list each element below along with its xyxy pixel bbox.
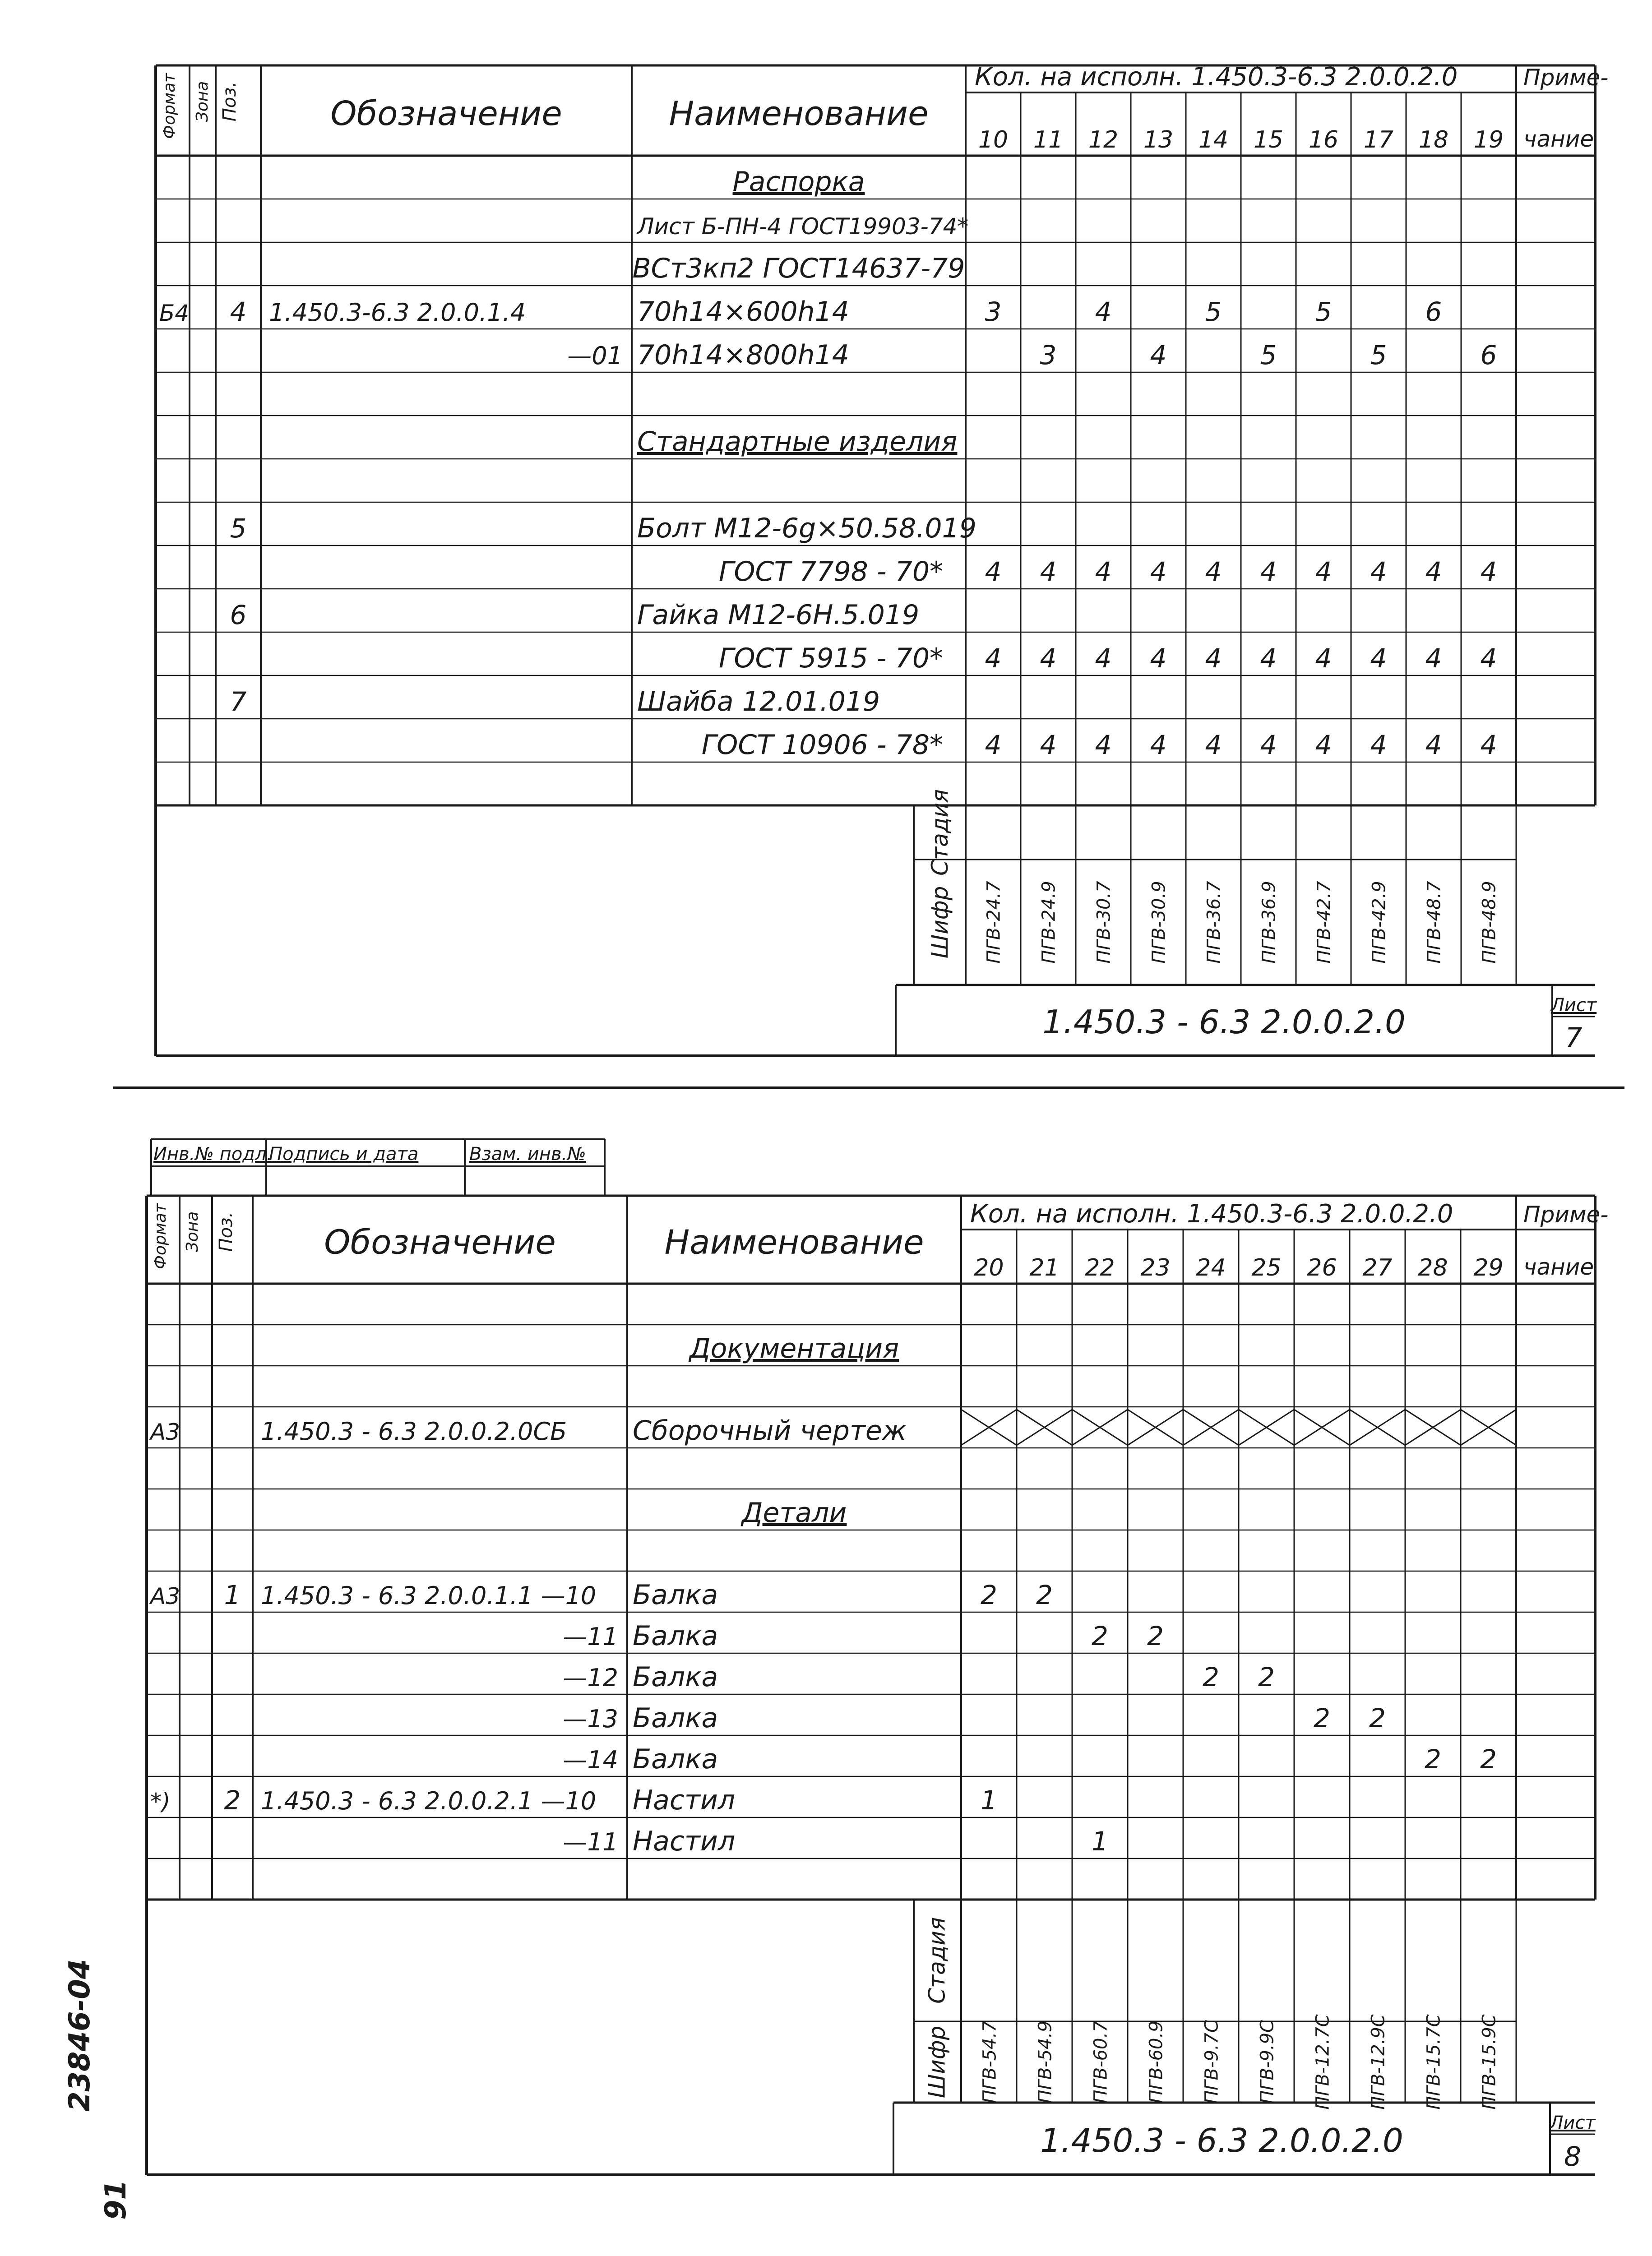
cell-qty: 4	[1370, 730, 1387, 760]
cell-qty: 4	[1425, 556, 1442, 587]
cell-qty: 4	[1095, 643, 1112, 674]
cell-qty: 5	[1260, 340, 1277, 370]
cell-qty: 4	[1095, 296, 1112, 327]
exec-number: 26	[1307, 1254, 1337, 1281]
cell-qty: 2	[1092, 1621, 1108, 1651]
header-designation: Обозначение	[324, 1223, 556, 1262]
cell-qty: 4	[1370, 643, 1387, 674]
cell-qty: 4	[1480, 556, 1497, 587]
header-zone: Зона	[183, 1211, 202, 1253]
cell-format: А3	[150, 1419, 180, 1445]
header-designation: Обозначение	[330, 94, 562, 133]
cipher-value: ПГВ-36.7	[1203, 881, 1225, 964]
cell-qty: 4	[1040, 730, 1057, 760]
cipher-value: ПГВ-30.9	[1148, 881, 1170, 964]
cell-qty: 2	[1036, 1580, 1053, 1610]
cell-qty: 4	[1315, 556, 1332, 587]
cell-qty: 2	[1147, 1621, 1164, 1651]
cell-name: Балка	[633, 1743, 718, 1775]
cell-qty: 3	[1040, 340, 1057, 370]
cell-name: ВСт3кп2 ГОСТ14637-79	[632, 253, 965, 284]
cell-qty: 4	[985, 730, 1002, 760]
cell-qty: 4	[1260, 730, 1277, 760]
header-name: Наименование	[664, 1223, 924, 1262]
cipher-value: ПГВ-24.7	[983, 881, 1004, 964]
cipher-value: ПГВ-36.9	[1259, 881, 1280, 964]
cell-qty: 1	[1092, 1826, 1108, 1857]
cell-designation: 1.450.3 - 6.3 2.0.0.2.1 —10	[261, 1787, 597, 1815]
cell-qty: 4	[985, 556, 1002, 587]
stamp-inv: Инв.№ подл.	[153, 1144, 273, 1165]
cell-qty: 4	[1480, 730, 1497, 760]
cipher-label: Шифр	[926, 886, 953, 959]
cell-designation: —14	[563, 1746, 618, 1774]
cell-qty: 4	[1260, 643, 1277, 674]
cell-name: Документация	[689, 1333, 899, 1364]
cell-name: Балка	[633, 1620, 718, 1652]
cell-name: Балка	[633, 1661, 718, 1693]
cipher-value: ПГВ-60.7	[1090, 2020, 1111, 2103]
cell-qty: 4	[1150, 730, 1167, 760]
cipher-value: ПГВ-15.7С	[1423, 2014, 1444, 2110]
sheet-number: 7	[1565, 1022, 1583, 1054]
exec-number: 11	[1033, 126, 1064, 153]
exec-number: 22	[1085, 1254, 1115, 1281]
cell-designation: —13	[563, 1705, 618, 1733]
cell-pos: 6	[230, 600, 247, 630]
cell-qty: 2	[1425, 1744, 1441, 1775]
cipher-value: ПГВ-60.9	[1146, 2020, 1167, 2103]
cell-name: Стандартные изделия	[637, 426, 958, 458]
header-note-2: чание	[1523, 126, 1594, 152]
cipher-value: ПГВ-12.7С	[1312, 2014, 1333, 2110]
cipher-value: ПГВ-48.7	[1424, 881, 1445, 964]
sheet-divider-line	[113, 1086, 1624, 1089]
cell-qty: 4	[1205, 556, 1222, 587]
cipher-value: ПГВ-9.9С	[1257, 2020, 1278, 2104]
stage-label: Стадия	[924, 1917, 950, 2004]
header-pos: Поз.	[219, 81, 240, 122]
cell-designation: 1.450.3 - 6.3 2.0.0.1.1 —10	[261, 1581, 597, 1610]
cell-format: А3	[150, 1583, 180, 1609]
cell-name: Балка	[633, 1702, 718, 1734]
cell-name: Распорка	[732, 166, 865, 198]
cipher-value: ПГВ-54.9	[1035, 2020, 1056, 2103]
cell-qty: 1	[981, 1785, 997, 1816]
header-format: Формат	[151, 1203, 170, 1270]
cell-qty: 5	[1315, 296, 1332, 327]
cell-designation: —01	[567, 342, 623, 370]
stamp-replace: Взам. инв.№	[469, 1144, 586, 1165]
exec-number: 21	[1029, 1254, 1060, 1281]
cell-designation: —12	[563, 1664, 618, 1692]
cipher-value: ПГВ-54.7	[979, 2020, 1000, 2103]
cell-pos: 5	[230, 513, 247, 544]
cell-qty: 5	[1205, 296, 1222, 327]
cell-qty: 4	[1425, 730, 1442, 760]
cell-name: ГОСТ 5915 - 70*	[718, 643, 943, 674]
header-note-1: Приме-	[1523, 1202, 1609, 1228]
cipher-value: ПГВ-42.9	[1369, 881, 1390, 964]
sheet-label: Лист	[1550, 995, 1597, 1016]
cipher-label: Шифр	[924, 2025, 950, 2099]
sheet-number: 8	[1564, 2141, 1582, 2173]
cipher-value: ПГВ-15.9С	[1479, 2014, 1500, 2110]
header-format: Формат	[160, 73, 179, 139]
exec-number: 18	[1418, 126, 1449, 153]
cell-qty: 4	[1040, 556, 1057, 587]
header-pos: Поз.	[216, 1211, 236, 1252]
header-qty-title: Кол. на исполн. 1.450.3-6.3 2.0.0.2.0	[975, 62, 1458, 92]
exec-number: 12	[1088, 126, 1119, 153]
exec-number: 16	[1308, 126, 1339, 153]
stamp-sign: Подпись и дата	[269, 1144, 419, 1165]
cell-qty: 4	[1095, 556, 1112, 587]
exec-number: 19	[1473, 126, 1504, 153]
cipher-value: ПГВ-9.7С	[1201, 2020, 1222, 2104]
exec-number: 10	[978, 126, 1009, 153]
cipher-value: ПГВ-48.9	[1479, 881, 1500, 964]
cipher-value: ПГВ-24.9	[1038, 881, 1060, 964]
cell-designation: 1.450.3 - 6.3 2.0.0.2.0СБ	[261, 1417, 567, 1446]
cell-name: 70h14×600h14	[637, 296, 849, 328]
cell-qty: 4	[1205, 730, 1222, 760]
cell-qty: 3	[985, 296, 1002, 327]
cell-qty: 2	[1314, 1703, 1330, 1734]
sheet_bottom-sheet	[147, 1196, 1608, 2175]
cell-qty: 4	[1370, 556, 1387, 587]
cell-name: Настил	[633, 1784, 736, 1816]
cell-name: Настил	[633, 1826, 736, 1857]
exec-number: 15	[1253, 126, 1284, 153]
exec-number: 23	[1140, 1254, 1171, 1281]
cell-qty: 4	[1150, 556, 1167, 587]
cell-qty: 4	[1260, 556, 1277, 587]
exec-number: 29	[1473, 1254, 1504, 1281]
exec-number: 13	[1143, 126, 1174, 153]
exec-number: 27	[1362, 1254, 1393, 1281]
cell-name: 70h14×800h14	[637, 339, 849, 371]
cell-name: Сборочный чертеж	[633, 1415, 907, 1447]
header-qty-title: Кол. на исполн. 1.450.3-6.3 2.0.0.2.0	[970, 1199, 1453, 1229]
cell-pos: 4	[230, 296, 247, 327]
cell-qty: 4	[1150, 340, 1167, 370]
cell-qty: 4	[1315, 643, 1332, 674]
cell-qty: 4	[1425, 643, 1442, 674]
cell-qty: 6	[1480, 340, 1497, 370]
exec-number: 28	[1418, 1254, 1448, 1281]
cipher-value: ПГВ-42.7	[1314, 881, 1335, 964]
cell-qty: 4	[1480, 643, 1497, 674]
cell-name: Гайка М12-6Н.5.019	[637, 599, 920, 631]
exec-number: 25	[1251, 1254, 1282, 1281]
cell-designation: 1.450.3-6.3 2.0.0.1.4	[269, 298, 526, 327]
approval-stamp	[151, 1139, 605, 1196]
cell-qty: 4	[1095, 730, 1112, 760]
header-note-1: Приме-	[1523, 65, 1609, 91]
cell-qty: 4	[1150, 643, 1167, 674]
cell-name: Детали	[741, 1497, 847, 1529]
exec-number: 14	[1198, 126, 1229, 153]
margin-page-number: 91	[99, 2179, 133, 2220]
cell-qty: 2	[981, 1580, 997, 1610]
cell-qty: 4	[1040, 643, 1057, 674]
cell-qty: 2	[1369, 1703, 1386, 1734]
cipher-value: ПГВ-30.7	[1093, 881, 1115, 964]
cell-qty: 2	[1258, 1662, 1275, 1692]
header-name: Наименование	[669, 94, 929, 133]
cell-qty: 5	[1370, 340, 1387, 370]
cell-name: Лист Б-ПН-4 ГОСТ19903-74*	[637, 213, 969, 240]
sheet_top-sheet	[156, 62, 1608, 1056]
cell-pos: 7	[230, 686, 247, 717]
cell-name: Балка	[633, 1579, 718, 1611]
cell-qty: 4	[985, 643, 1002, 674]
cell-name: ГОСТ 10906 - 78*	[701, 729, 943, 761]
exec-number: 17	[1363, 126, 1394, 153]
exec-number: 20	[974, 1254, 1004, 1281]
cell-designation: —11	[563, 1623, 618, 1651]
cell-pos: 2	[224, 1785, 241, 1816]
cell-qty: 4	[1315, 730, 1332, 760]
cell-name: Болт М12-6g×50.58.019	[637, 513, 976, 544]
cell-format: Б4	[159, 300, 190, 326]
cell-designation: —11	[563, 1828, 618, 1856]
cell-qty: 2	[1480, 1744, 1497, 1775]
header-zone: Зона	[193, 81, 212, 122]
exec-number: 24	[1196, 1254, 1226, 1281]
header-note-2: чание	[1523, 1254, 1594, 1280]
cell-qty: 2	[1203, 1662, 1219, 1692]
doc-number: 1.450.3 - 6.3 2.0.0.2.0	[1042, 1003, 1406, 1041]
doc-number: 1.450.3 - 6.3 2.0.0.2.0	[1040, 2121, 1403, 2159]
sheet-label: Лист	[1550, 2113, 1596, 2133]
cell-pos: 1	[224, 1580, 241, 1610]
cell-name: ГОСТ 7798 - 70*	[718, 556, 943, 587]
cell-name: Шайба 12.01.019	[637, 686, 880, 717]
stage-label: Стадия	[926, 789, 953, 876]
cell-format: *)	[150, 1789, 171, 1815]
cell-qty: 4	[1205, 643, 1222, 674]
cipher-value: ПГВ-12.9С	[1368, 2014, 1389, 2110]
margin-stamp: 23846-04	[63, 1959, 97, 2112]
cell-qty: 6	[1425, 296, 1442, 327]
